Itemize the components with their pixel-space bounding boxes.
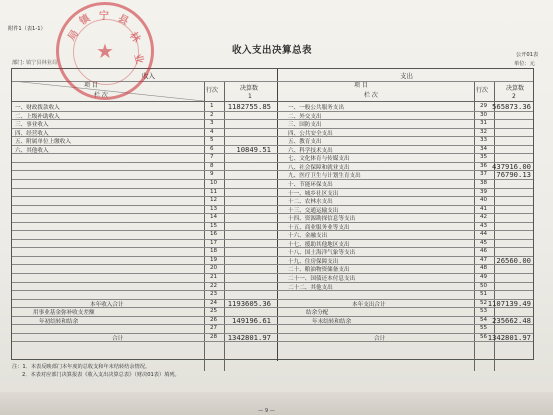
expense-row-line: 36 [480, 162, 488, 169]
income-row-label: 五、附属单位上缴收入 [15, 139, 71, 146]
income-sub1-line: 25 [210, 308, 218, 315]
row-divider [12, 196, 533, 197]
expense-sub1-line: 53 [480, 308, 488, 315]
income-row-label: 四、经营收入 [15, 130, 49, 137]
income-row-line: 13 [210, 205, 218, 212]
expense-sub2-label: 年末结转和结余 [312, 318, 352, 325]
income-row-label: 六、其他收入 [15, 147, 49, 154]
expense-row-value: 437916.00 [492, 161, 531, 171]
expense-amount-header: 决算数 [506, 85, 525, 92]
row-divider [12, 333, 533, 334]
expense-row-line: 38 [480, 179, 488, 186]
expense-total-value: 1107139.49 [487, 298, 531, 308]
expense-sub2-value: 235662.48 [492, 315, 531, 325]
income-row-line: 10 [210, 179, 218, 186]
income-row-value: 1182755.85 [227, 102, 271, 111]
row-divider [12, 341, 533, 342]
income-row-line: 21 [210, 274, 218, 280]
expense-row-label: 十三、交通运输支出 [288, 207, 339, 214]
expense-row-line: 34 [480, 145, 488, 152]
income-row-line: 5 [210, 137, 214, 144]
expense-row-label: 五、教育支出 [288, 139, 322, 146]
income-colno-header: 栏 次 [94, 92, 108, 99]
row-divider [12, 264, 533, 265]
expense-row-line: 41 [480, 205, 488, 212]
expense-row-value: 565873.36 [492, 102, 531, 111]
expense-line-header: 行次 [476, 87, 489, 94]
expense-row-line: 46 [480, 248, 488, 255]
expense-row-line: 48 [480, 265, 488, 272]
row-divider [12, 162, 533, 163]
expense-row-value: 76790.13 [496, 170, 531, 180]
expense-sub1-label: 结余分配 [306, 310, 329, 317]
expense-row-label: 二、外交支出 [288, 113, 322, 120]
row-divider [12, 324, 533, 325]
expense-blank-line: 55 [480, 325, 488, 332]
note-2: 2．本表对应部门决算报表《收入支出决算总表》（财决01表）填列。 [22, 372, 180, 378]
row-divider [12, 128, 533, 129]
income-expense-table [11, 68, 534, 360]
expense-row-line: 49 [480, 274, 488, 280]
page-title: 收入支出决算总表 [232, 45, 313, 56]
expense-row-label: 十九、住房保障支出 [288, 258, 339, 265]
income-row-line: 15 [210, 222, 218, 229]
income-row-value: 10849.51 [236, 144, 271, 154]
income-sub1-label: 用事业基金弥补收支差额 [33, 310, 95, 317]
expense-row-line: 42 [480, 214, 488, 221]
expense-row-label: 十六、金融支出 [288, 233, 328, 240]
row-divider [12, 179, 533, 180]
org-prefix: 部门： [12, 60, 28, 66]
expense-row-label: 十五、商业服务业等支出 [288, 224, 350, 231]
row-divider [12, 188, 533, 189]
expense-section-title: 支出 [400, 72, 413, 80]
income-row-line: 4 [210, 128, 214, 135]
expense-row-line: 30 [480, 111, 488, 118]
row-divider [12, 222, 533, 223]
expense-row-line: 31 [480, 120, 488, 127]
expense-row-line: 37 [480, 171, 488, 178]
income-row-line: 9 [210, 171, 214, 178]
expense-row-line: 40 [480, 197, 488, 204]
income-amount-header: 决算数 [240, 85, 259, 92]
expense-row-label: 四、公共安全支出 [288, 130, 333, 137]
expense-grand-label: 合计 [374, 335, 386, 342]
income-row-label: 二、上级补助收入 [15, 113, 60, 120]
page-shadow [0, 392, 553, 415]
income-section-title: 收入 [142, 72, 155, 80]
row-divider [12, 170, 533, 171]
unit-label: 单位：元 [514, 61, 535, 67]
page-number: — 9 — [258, 408, 275, 414]
income-total-line: 24 [210, 299, 218, 306]
row-divider [12, 247, 533, 248]
row-divider [12, 239, 533, 240]
expense-grand-value: 1342801.97 [487, 332, 531, 342]
expense-row-label: 二十、粮油物资储备支出 [288, 267, 350, 274]
income-row-line: 8 [210, 162, 214, 169]
income-row-line: 12 [210, 197, 218, 204]
official-seal: ★ 镇 宁 县 林 业 局 [56, 2, 154, 100]
income-row-line: 14 [210, 214, 218, 221]
expense-row-label: 六、科学技术支出 [288, 147, 333, 154]
row-divider [12, 282, 533, 283]
expense-row-line: 43 [480, 222, 488, 229]
income-sub2-line: 26 [210, 316, 218, 323]
expense-row-label: 十七、援助其他地区支出 [288, 241, 350, 248]
expense-row-line: 29 [480, 103, 488, 109]
form-code: 公开01表 [516, 52, 539, 58]
income-row-line: 1 [210, 103, 214, 109]
expense-row-label: 一、一般公共服务支出 [288, 105, 344, 111]
income-row-label: 一、财政拨款收入 [15, 105, 60, 111]
expense-sub2-line: 54 [480, 316, 488, 323]
row-divider [12, 136, 533, 137]
income-sub2-value: 149196.61 [232, 315, 271, 325]
note-1: 注：1．本表反映部门本年度的总收支和年末结转结余情况。 [12, 364, 151, 370]
income-row-line: 19 [210, 256, 218, 263]
income-row-line: 22 [210, 282, 218, 289]
income-row-line: 16 [210, 231, 218, 238]
row-divider [12, 273, 533, 274]
expense-row-label: 八、社会保障和就业支出 [288, 164, 350, 171]
expense-row-label: 十四、资源勘探信息等支出 [288, 216, 356, 223]
income-row-line: 20 [210, 265, 218, 272]
expense-row-label: 二十二、其他支出 [288, 284, 333, 291]
row-divider [12, 119, 533, 120]
expense-row-line: 51 [480, 291, 488, 298]
income-row-line: 7 [210, 154, 214, 161]
income-blank-line: 27 [210, 325, 218, 332]
expense-row-line: 50 [480, 282, 488, 289]
row-divider [12, 145, 533, 146]
income-grand-label: 合计 [112, 335, 124, 342]
expense-row-line: 32 [480, 128, 488, 135]
expense-amount-colno: 2 [512, 93, 516, 100]
income-row-line: 11 [210, 188, 218, 195]
expense-total-label: 本年支出合计 [352, 301, 386, 308]
row-divider [12, 111, 533, 112]
expense-row-line: 45 [480, 239, 488, 246]
expense-row-label: 七、文化体育与传媒支出 [288, 156, 350, 163]
expense-row-line: 33 [480, 137, 488, 144]
income-amount-colno: 1 [248, 93, 252, 100]
row-divider [12, 290, 533, 291]
row-divider [12, 213, 533, 214]
income-total-value: 1193605.36 [227, 298, 271, 308]
income-line-header: 行次 [206, 87, 219, 94]
row-divider [12, 256, 533, 257]
income-row-line: 2 [210, 111, 214, 118]
expense-total-line: 52 [480, 299, 488, 306]
income-total-label: 本年收入合计 [90, 301, 124, 308]
row-divider [12, 153, 533, 154]
expense-row-label: 二十一、国债还本付息支出 [288, 276, 356, 282]
income-row-label: 三、事业收入 [15, 122, 49, 129]
income-row-line: 23 [210, 291, 218, 298]
expense-row-label: 十、节能环保支出 [288, 181, 333, 188]
expense-colno-header: 栏 次 [364, 92, 378, 99]
expense-row-label: 十一、城乡社区支出 [288, 190, 339, 197]
income-row-line: 3 [210, 120, 214, 127]
expense-item-header: 项 目 [354, 82, 368, 89]
row-divider [12, 205, 533, 206]
attachment-label: 附件1（表1-1） [8, 26, 46, 32]
income-grand-value: 1342801.97 [227, 332, 271, 342]
expense-row-line: 44 [480, 231, 488, 238]
expense-row-line: 35 [480, 154, 488, 161]
expense-grand-line: 56 [480, 333, 488, 340]
income-grand-line: 28 [210, 333, 218, 340]
expense-row-value: 26560.00 [496, 255, 531, 265]
expense-row-line: 39 [480, 188, 488, 195]
income-row-line: 18 [210, 248, 218, 255]
expense-row-label: 九、医疗卫生与计划生育支出 [288, 173, 361, 180]
income-sub2-label: 年初结转和结余 [39, 318, 79, 325]
expense-row-label: 十八、国土海洋气象等支出 [288, 250, 356, 257]
income-row-line: 17 [210, 239, 218, 246]
expense-row-label: 十二、农林水支出 [288, 199, 333, 206]
income-item-header: 项 目 [84, 82, 98, 89]
org-name: 镇宁县林业局 [26, 60, 58, 66]
row-divider [12, 230, 533, 231]
income-row-line: 6 [210, 145, 214, 152]
expense-row-label: 三、国防支出 [288, 122, 322, 129]
expense-row-line: 47 [480, 256, 488, 263]
